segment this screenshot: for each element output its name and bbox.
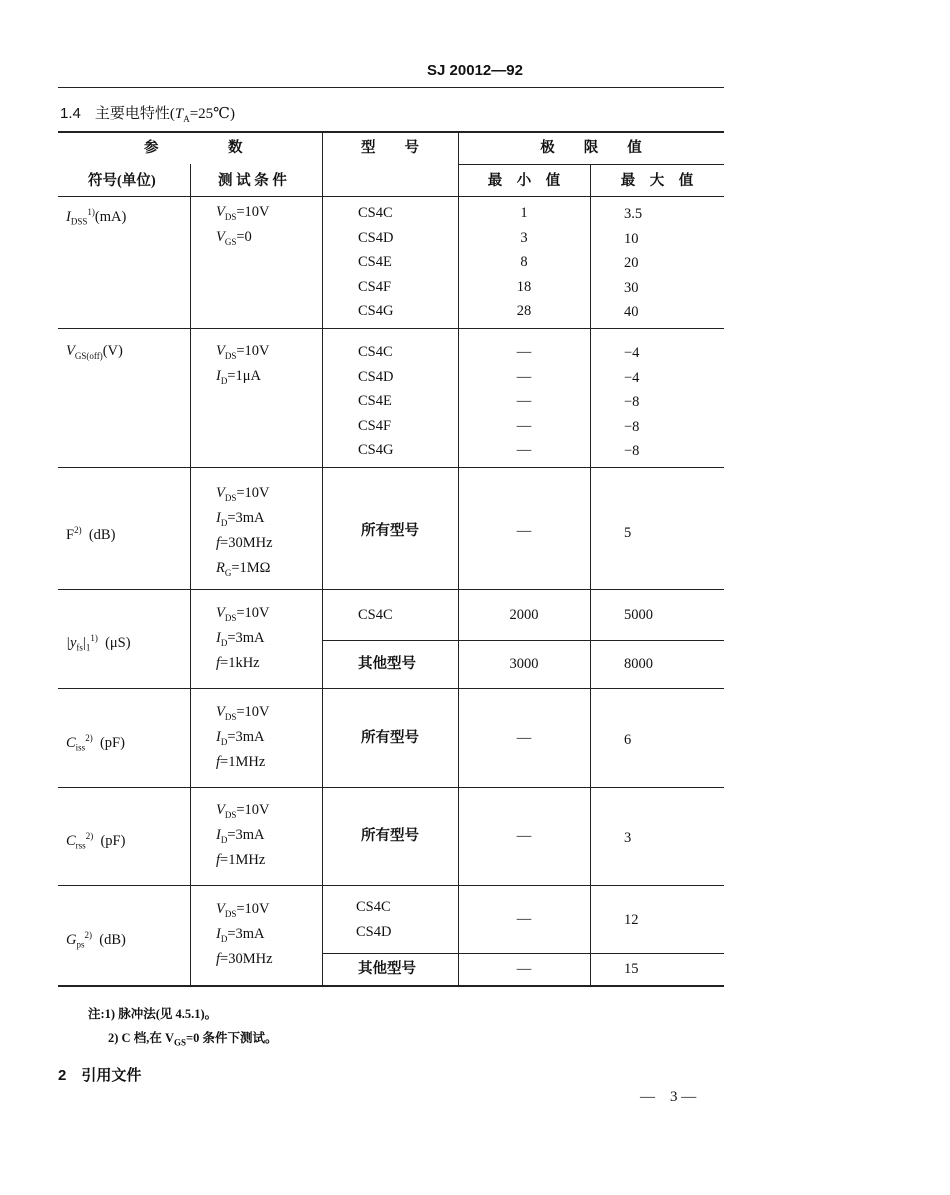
head-symbol: 符号(单位) xyxy=(88,173,156,189)
cond-crss-1: $V_{DS}=10V$ xyxy=(216,802,270,820)
table-top-rule xyxy=(58,131,724,133)
head-model: 型 号 xyxy=(361,140,419,156)
section-title-suffix: =25℃) xyxy=(189,106,235,122)
cond-f-2: $I_D=3mA$ xyxy=(216,510,265,528)
table-bottom-rule xyxy=(58,985,724,987)
document-code-header: SJ 20012—92 xyxy=(427,62,523,79)
max-idss-4: 40 xyxy=(624,304,639,320)
min-idss-1: 3 xyxy=(520,229,528,246)
col-rule-max xyxy=(590,164,591,986)
cond-f-3: f=30MHz xyxy=(216,535,273,551)
note-1: 注:1) 脉冲法(见 4.5.1)。 xyxy=(88,1007,218,1021)
min-vgsoff-4: — xyxy=(516,442,532,458)
max-vgsoff-2: −8 xyxy=(624,394,640,410)
cond-idss-1: $V_{DS}=10V$ xyxy=(216,204,270,222)
cond-ciss-2: $I_D=3mA$ xyxy=(216,729,265,747)
param-idss: $I_{DSS}^{1)}(mA)$ xyxy=(66,207,127,227)
note-2: 2) C 档,在 $V_{GS}=0$ 条件下测试。 xyxy=(108,1031,278,1048)
min-yfs-2: 3000 xyxy=(509,656,539,672)
max-gps-1: 12 xyxy=(624,912,639,928)
max-f: 5 xyxy=(624,525,632,541)
model-idss-1: CS4D xyxy=(358,229,394,246)
col-rule-cond xyxy=(190,164,191,986)
max-vgsoff-3: −8 xyxy=(624,418,640,435)
param-vgsoff: $V_{GS(off)}(V)$ xyxy=(66,343,123,361)
min-idss-4: 28 xyxy=(516,303,532,319)
model-vgsoff-0: CS4C xyxy=(358,344,393,360)
section-title-prefix: 主要电特性( xyxy=(94,106,175,122)
head-param-1: 参 xyxy=(144,140,159,156)
min-gps-2: — xyxy=(516,961,532,977)
max-vgsoff-0: −4 xyxy=(624,345,640,361)
min-yfs-1: 2000 xyxy=(509,607,539,623)
col-rule-model xyxy=(322,131,323,986)
model-vgsoff-2: CS4E xyxy=(358,393,392,409)
head-param-2: 数 xyxy=(228,140,243,156)
section-2-heading: 2 引用文件 xyxy=(58,1067,142,1084)
cond-yfs-2: $I_D=3mA$ xyxy=(216,630,265,648)
cond-ciss-3: f=1MHz xyxy=(216,754,266,770)
model-idss-0: CS4C xyxy=(358,205,393,221)
section-title xyxy=(60,102,235,124)
header-bottom-rule xyxy=(58,196,724,197)
min-ciss: — xyxy=(516,730,532,746)
row-rule-yfs-mid xyxy=(322,640,724,641)
cond-gps-3: f=30MHz xyxy=(216,951,273,967)
head-max: 最 大 值 xyxy=(620,173,694,189)
param-f: $F^{2)}$ (dB) xyxy=(66,525,116,543)
max-crss: 3 xyxy=(624,830,632,846)
header-rule xyxy=(58,87,724,88)
model-vgsoff-1: CS4D xyxy=(358,368,394,385)
row-rule-vgsoff xyxy=(58,467,724,468)
model-yfs-1: CS4C xyxy=(358,607,393,623)
cond-f-4: $R_G=1M\Omega$ xyxy=(216,560,271,578)
row-rule-yfs xyxy=(58,688,724,689)
model-gps-1b: CS4D xyxy=(356,924,392,940)
head-limit: 极 限 值 xyxy=(540,140,642,156)
min-idss-0: 1 xyxy=(520,205,528,221)
max-idss-3: 30 xyxy=(624,279,639,296)
temp-sub: A xyxy=(183,114,190,124)
temp-symbol: T xyxy=(174,106,184,122)
model-vgsoff-4: CS4G xyxy=(358,442,394,458)
cond-idss-2: $V_{GS}=0$ xyxy=(216,229,252,247)
min-gps-1: — xyxy=(516,911,532,927)
row-rule-ciss xyxy=(58,787,724,788)
min-idss-3: 18 xyxy=(516,278,532,295)
section-number: 1.4 xyxy=(60,105,81,122)
cond-gps-1: $V_{DS}=10V$ xyxy=(216,901,270,919)
cond-yfs-3: f=1kHz xyxy=(216,655,260,671)
min-vgsoff-1: — xyxy=(516,368,532,385)
param-gps: $G_{ps}^{2)}$ (dB) xyxy=(66,930,126,950)
page-number: — 3 — xyxy=(640,1089,697,1105)
max-vgsoff-4: −8 xyxy=(624,443,640,459)
model-gps-2: 其他型号 xyxy=(358,961,416,977)
electrical-characteristics-table xyxy=(58,131,724,987)
min-vgsoff-0: — xyxy=(516,344,532,360)
min-f: — xyxy=(516,523,532,539)
max-idss-2: 20 xyxy=(624,255,639,271)
cond-crss-3: f=1MHz xyxy=(216,852,266,868)
max-idss-0: 3.5 xyxy=(624,206,643,222)
row-rule-f xyxy=(58,589,724,590)
row-rule-idss xyxy=(58,328,724,329)
limit-subheader-rule xyxy=(458,164,724,165)
min-crss: — xyxy=(516,828,532,844)
row-rule-crss xyxy=(58,885,724,886)
head-min: 最 小 值 xyxy=(487,173,561,189)
model-f: 所有型号 xyxy=(361,523,419,539)
model-idss-2: CS4E xyxy=(358,254,392,270)
model-idss-4: CS4G xyxy=(358,303,394,319)
model-idss-3: CS4F xyxy=(358,278,392,295)
max-idss-1: 10 xyxy=(624,230,639,247)
cond-crss-2: $I_D=3mA$ xyxy=(216,827,265,845)
model-ciss: 所有型号 xyxy=(361,730,419,746)
param-yfs: $|y_{fs}|_1^{1)}$ (μS) xyxy=(66,633,131,653)
model-vgsoff-3: CS4F xyxy=(358,417,392,434)
max-gps-2: 15 xyxy=(624,961,639,977)
model-crss: 所有型号 xyxy=(361,828,419,844)
row-rule-gps-mid xyxy=(322,953,724,954)
cond-yfs-1: $V_{DS}=10V$ xyxy=(216,605,270,623)
max-ciss: 6 xyxy=(624,732,632,748)
model-yfs-2: 其他型号 xyxy=(358,656,416,672)
max-vgsoff-1: −4 xyxy=(624,369,640,386)
model-gps-1a: CS4C xyxy=(356,899,391,915)
min-idss-2: 8 xyxy=(520,254,528,270)
head-cond: 测 试 条 件 xyxy=(218,173,287,189)
min-vgsoff-3: — xyxy=(516,417,532,434)
max-yfs-2: 8000 xyxy=(624,656,653,672)
cond-vgsoff-1: $V_{DS}=10V$ xyxy=(216,343,270,361)
param-crss: $C_{rss}^{2)}$ (pF) xyxy=(66,831,126,851)
max-yfs-1: 5000 xyxy=(624,607,653,623)
min-vgsoff-2: — xyxy=(516,393,532,409)
cond-f-1: $V_{DS}=10V$ xyxy=(216,485,270,503)
cond-vgsoff-2: $I_D=1\mu A$ xyxy=(216,368,262,386)
cond-ciss-1: $V_{DS}=10V$ xyxy=(216,704,270,722)
param-ciss: $C_{iss}^{2)}$ (pF) xyxy=(66,733,125,753)
cond-gps-2: $I_D=3mA$ xyxy=(216,926,265,944)
